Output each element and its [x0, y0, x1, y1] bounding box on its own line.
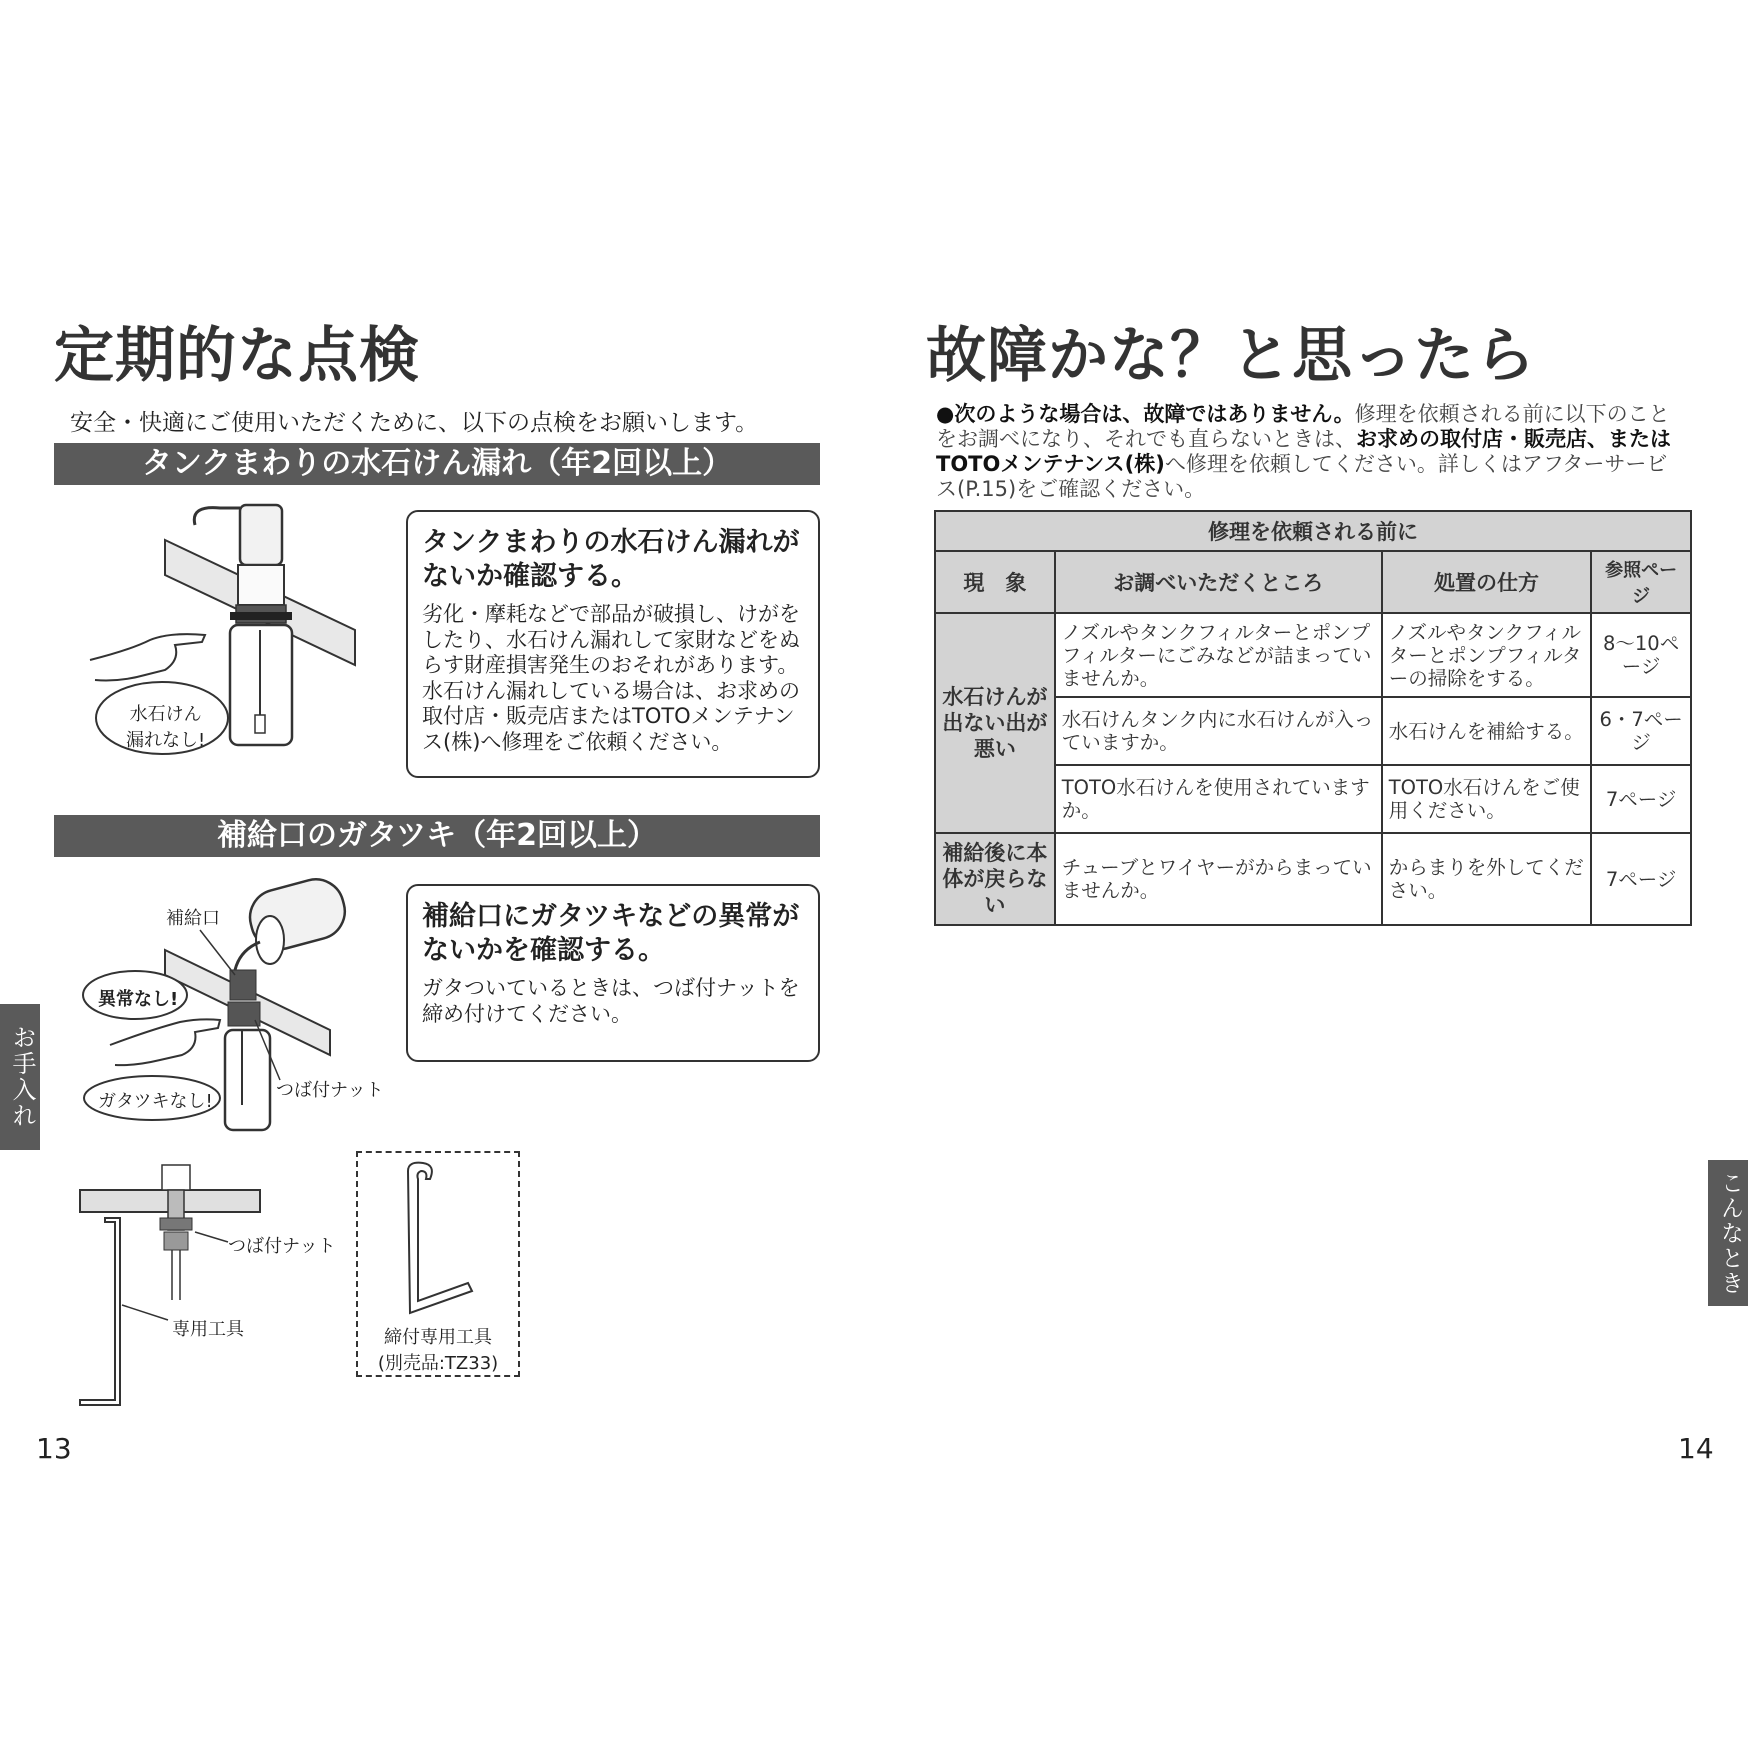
note-bold-1: ●次のような場合は、故障ではありません。 — [936, 402, 1355, 426]
bubble-no-rattle: ガタツキなし! — [98, 1091, 213, 1112]
callout-box-soap-leak — [406, 510, 820, 778]
side-tab-troubleshooting[interactable]: こんなときは — [1708, 1160, 1748, 1306]
cell-ref: 6・7ページ — [1591, 697, 1691, 765]
page-number-right: 14 — [1678, 1432, 1714, 1465]
tool-caption-line1: 締付専用工具 — [384, 1327, 492, 1348]
col-header-check: お調べいただくところ — [1055, 551, 1382, 613]
symptom-not-returning: 補給後に本体が戻らない — [935, 833, 1055, 925]
left-intro-text: 安全・快適にご使用いただくために、以下の点検をお願いします。 — [70, 410, 759, 436]
cell-action: ノズルやタンクフィルターとポンプフィルターの掃除をする。 — [1382, 613, 1591, 697]
tool-caption — [358, 1323, 518, 1375]
bubble-no-leak — [126, 700, 205, 752]
col-header-ref: 参照ページ — [1591, 551, 1691, 613]
col-header-symptom: 現 象 — [935, 551, 1055, 613]
note-text-1: 修理を依頼される前に以下のことをお調べになり、それでも直らないときは、 — [936, 402, 1670, 451]
label-special-tool: 専用工具 — [172, 1319, 244, 1340]
soap-tank-illustration — [80, 500, 380, 760]
table-caption: 修理を依頼される前に — [935, 511, 1691, 551]
page-number-left: 13 — [36, 1432, 72, 1465]
callout-box-supply-rattle — [406, 884, 820, 1062]
callout-body-soap-leak: 劣化・摩耗などで部品が破損し、けがをしたり、水石けん漏れして家財などをぬらす財産損害発生のおそれがあります。水石けん漏れしている場合は、お求めの取付店・販売店またはTOTOメンテナンス(株)へ修理をご依頼ください。 — [422, 602, 800, 754]
section-heading-supply-rattle: 補給口のガタツキ（年2回以上） — [54, 815, 820, 857]
callout-title-supply-rattle: 補給口にガタツキなどの異常がないかを確認する。 — [422, 901, 800, 966]
tool-tz33-box — [356, 1151, 520, 1377]
right-intro-note — [936, 402, 1682, 502]
label-flange-nut: つば付ナット — [276, 1080, 384, 1101]
bubble-no-leak-line1: 水石けん — [129, 704, 202, 725]
bubble-no-abnormality: 異常なし! — [98, 989, 179, 1010]
cell-action: からまりを外してください。 — [1382, 833, 1591, 925]
tz33-tool-icon — [388, 1161, 488, 1321]
tool-caption-line2: (別売品:TZ33) — [377, 1353, 499, 1374]
bubble-no-leak-line2: 漏れなし! — [126, 730, 206, 751]
cell-check: TOTO水石けんを使用されていますか。 — [1055, 765, 1382, 833]
wrench-diagram — [80, 1160, 340, 1410]
symptom-no-soap: 水石けんが出ない出が悪い — [935, 613, 1055, 833]
cell-check: ノズルやタンクフィルターとポンプフィルターにごみなどが詰まっていませんか。 — [1055, 613, 1382, 697]
section-heading-soap-leak: タンクまわりの水石けん漏れ（年2回以上） — [54, 443, 820, 485]
label-supply-port: 補給口 — [166, 908, 220, 929]
table-row — [935, 613, 1691, 697]
cell-check: 水石けんタンク内に水石けんが入っていますか。 — [1055, 697, 1382, 765]
cell-ref: 8〜10ページ — [1591, 613, 1691, 697]
callout-body-supply-rattle: ガタついているときは、つば付ナットを締め付けてください。 — [422, 976, 800, 1026]
label-flange-nut-2: つば付ナット — [228, 1236, 336, 1257]
note-bold-2: お求めの取付店・販売店、またはTOTOメンテナンス(株) — [936, 427, 1671, 476]
cell-action: TOTO水石けんをご使用ください。 — [1382, 765, 1591, 833]
cell-check: チューブとワイヤーがからまっていませんか。 — [1055, 833, 1382, 925]
right-page-title: 故障かな？と思ったら — [926, 321, 1536, 391]
left-page-title: 定期的な点検 — [54, 321, 420, 391]
col-header-action: 処置の仕方 — [1382, 551, 1591, 613]
side-tab-care[interactable]: お手入れ — [0, 1004, 40, 1150]
cell-action: 水石けんを補給する。 — [1382, 697, 1591, 765]
callout-title-soap-leak: タンクまわりの水石けん漏れがないか確認する。 — [422, 527, 800, 592]
cell-ref: 7ページ — [1591, 833, 1691, 925]
troubleshooting-table — [934, 510, 1692, 926]
cell-ref: 7ページ — [1591, 765, 1691, 833]
table-row — [935, 833, 1691, 925]
note-text-2: へ修理を依頼してください。詳しくはアフターサービス(P.15)をご確認ください。 — [936, 452, 1668, 501]
